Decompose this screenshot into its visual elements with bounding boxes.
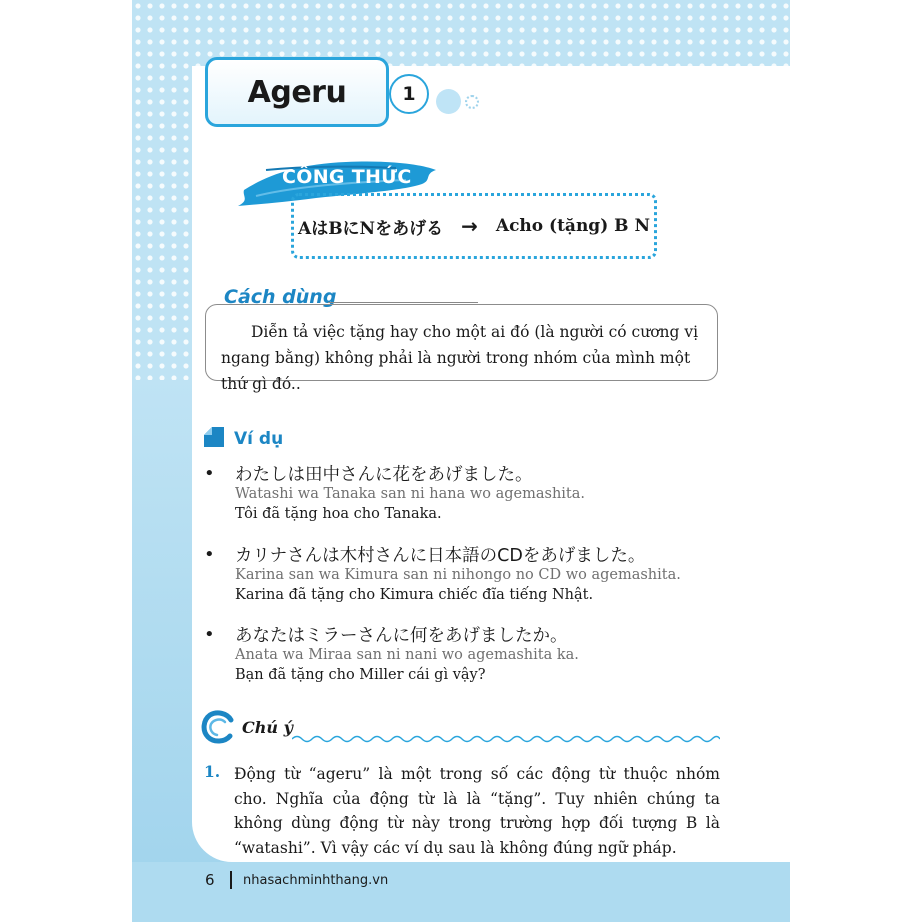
example-japanese: あなたはミラーさんに何をあげましたか。 (235, 626, 568, 646)
footer-separator (230, 871, 232, 889)
lesson-title-box (205, 57, 389, 127)
page-number: 6 (205, 871, 215, 889)
decorative-circle (436, 89, 461, 114)
footer-website: nhasachminhthang.vn (243, 873, 389, 888)
folded-square-icon (204, 427, 224, 447)
bullet: • (204, 463, 215, 484)
formula-right: Acho (tặng) B N (495, 216, 650, 236)
note-number: 1. (204, 762, 221, 781)
formula-left: AはBにNをあげる (298, 218, 444, 239)
formula-label: CÔNG THỨC (282, 166, 412, 188)
usage-box (205, 304, 718, 393)
lesson-title: Ageru (247, 74, 347, 110)
example-vietnamese: Karina đã tặng cho Kimura chiếc đĩa tiếng Nhật. (235, 587, 594, 603)
bullet: • (204, 624, 215, 645)
examples-heading: Ví dụ (234, 429, 284, 449)
wavy-divider (292, 734, 720, 744)
example-japanese: カリナさんは木村さんに日本語のCDをあげました。 (235, 546, 646, 566)
example-vietnamese: Tôi đã tặng hoa cho Tanaka. (235, 506, 442, 522)
bullet: • (204, 544, 215, 565)
example-vietnamese: Bạn đã tặng cho Miller cái gì vậy? (235, 667, 486, 683)
example-romaji: Watashi wa Tanaka san ni hana wo agemashita. (235, 486, 586, 502)
formula-box (291, 193, 657, 259)
arrow-right-icon: → (461, 214, 478, 238)
example-romaji: Anata wa Miraa san ni nani wo agemashita ka. (235, 647, 579, 663)
note-heading: Chú ý (242, 718, 293, 737)
usage-heading: Cách dùng (224, 286, 337, 308)
decorative-dotted-circle (465, 95, 479, 109)
example-romaji: Karina san wa Kimura san ni nihongo no CD wo agemashita. (235, 567, 681, 583)
lesson-number-badge: 1 (389, 74, 429, 114)
swirl-icon (201, 710, 235, 744)
example-japanese: わたしは田中さんに花をあげました。 (235, 465, 533, 485)
usage-text: Diễn tả việc tặng hay cho một ai đó (là người có cương vị ngang bằng) không phải là người trong nhóm của mình một thứ gì đó.. (221, 323, 699, 393)
usage-heading-underline (328, 302, 478, 303)
note-text: Động từ “ageru” là một trong số các động từ thuộc nhóm cho. Nghĩa của động từ là là “tặng”. Tuy nhiên chúng ta không dùng động từ này trong trường hợp đối tượng B là “watashi”. Vì vậy các ví dụ sau là không đúng ngữ pháp. (234, 765, 720, 857)
